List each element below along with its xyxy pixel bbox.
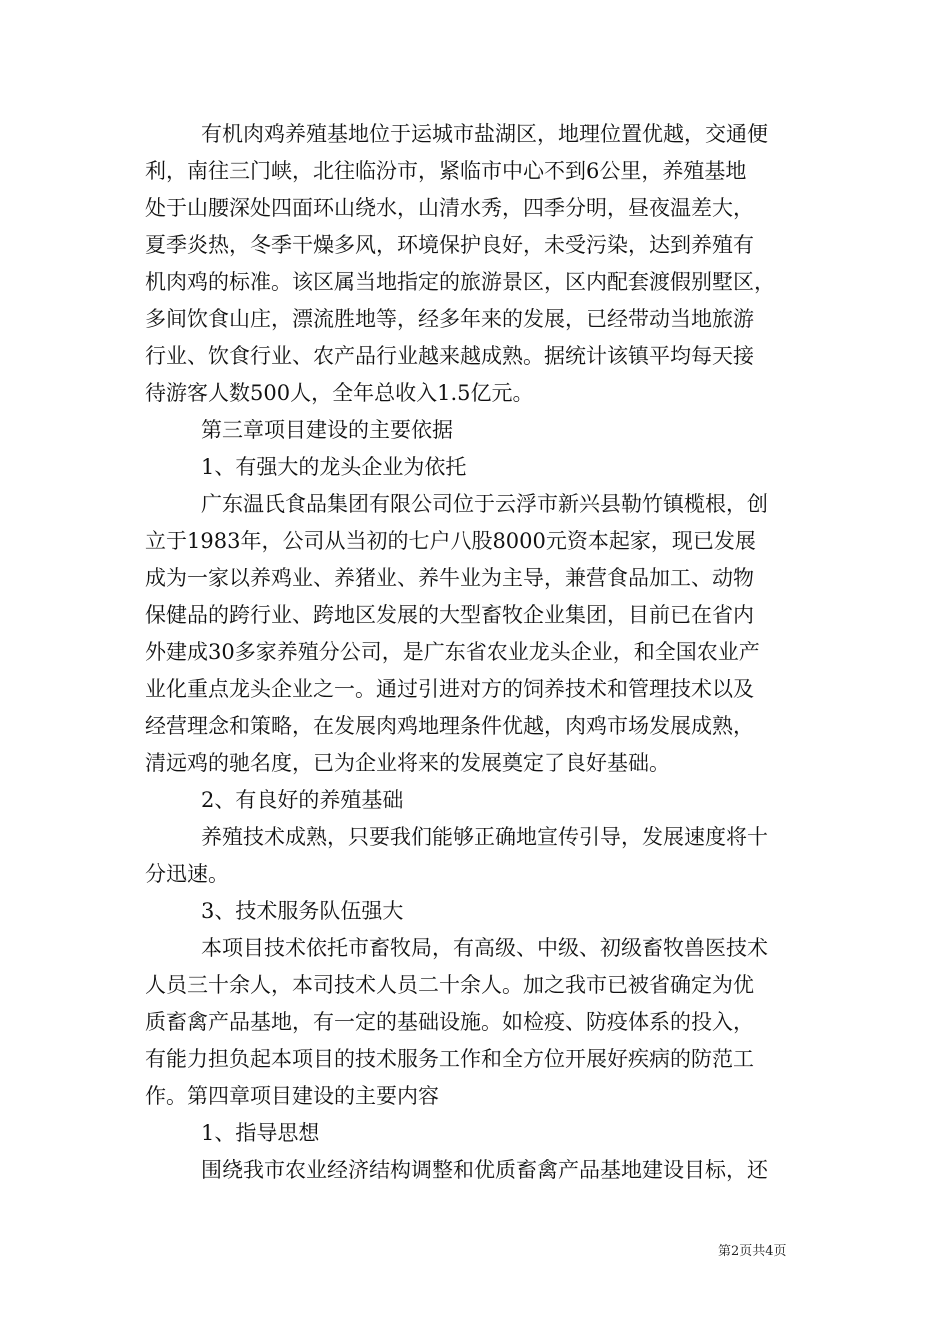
- paragraph-line: 业化重点龙头企业之一。通过引进对方的饲养技术和管理技术以及: [145, 677, 754, 701]
- chapter-heading: 第三章项目建设的主要依据: [201, 418, 453, 442]
- paragraph-line: 多间饮食山庄，漂流胜地等，经多年来的发展，已经带动当地旅游: [145, 307, 754, 331]
- paragraph-line: 夏季炎热，冬季干燥多风，环境保护良好，未受污染，达到养殖有: [145, 233, 754, 257]
- section-heading: 1、指导思想: [201, 1121, 320, 1145]
- paragraph-line: 围绕我市农业经济结构调整和优质畜禽产品基地建设目标，还: [201, 1158, 768, 1182]
- paragraph-line: 广东温氏食品集团有限公司位于云浮市新兴县勒竹镇榄根，创: [201, 492, 768, 516]
- paragraph-line: 机肉鸡的标准。该区属当地指定的旅游景区，区内配套渡假别墅区，: [145, 270, 775, 294]
- paragraph-line: 作。第四章项目建设的主要内容: [145, 1084, 439, 1108]
- paragraph-line: 人员三十余人，本司技术人员二十余人。加之我市已被省确定为优: [145, 973, 754, 997]
- paragraph-line: 经营理念和策略，在发展肉鸡地理条件优越，肉鸡市场发展成熟，: [145, 714, 754, 738]
- paragraph-line: 利，南往三门峡，北往临汾市，紧临市中心不到6公里，养殖基地: [145, 159, 747, 183]
- paragraph-line: 待游客人数500人，全年总收入1.5亿元。: [145, 381, 534, 405]
- section-heading: 1、有强大的龙头企业为依托: [201, 455, 467, 479]
- paragraph-line: 本项目技术依托市畜牧局，有高级、中级、初级畜牧兽医技术: [201, 936, 768, 960]
- paragraph-line: 成为一家以养鸡业、养猪业、养牛业为主导，兼营食品加工、动物: [145, 566, 754, 590]
- paragraph-line: 质畜禽产品基地，有一定的基础设施。如检疫、防疫体系的投入，: [145, 1010, 754, 1034]
- section-heading: 3、技术服务队伍强大: [201, 899, 404, 923]
- paragraph-line: 立于1983年，公司从当初的七户八股8000元资本起家，现已发展: [145, 529, 756, 553]
- paragraph-line: 分迅速。: [145, 862, 229, 886]
- paragraph-line: 养殖技术成熟，只要我们能够正确地宣传引导，发展速度将十: [201, 825, 768, 849]
- page-number-footer: 第2页共4页: [718, 1244, 787, 1259]
- paragraph-line: 有机肉鸡养殖基地位于运城市盐湖区，地理位置优越，交通便: [201, 122, 768, 146]
- paragraph-line: 有能力担负起本项目的技术服务工作和全方位开展好疾病的防范工: [145, 1047, 754, 1071]
- paragraph-line: 行业、饮食行业、农产品行业越来越成熟。据统计该镇平均每天接: [145, 344, 754, 368]
- paragraph-line: 保健品的跨行业、跨地区发展的大型畜牧企业集团，目前已在省内: [145, 603, 754, 627]
- section-heading: 2、有良好的养殖基础: [201, 788, 404, 812]
- paragraph-line: 处于山腰深处四面环山绕水，山清水秀，四季分明，昼夜温差大，: [145, 196, 754, 220]
- paragraph-line: 清远鸡的驰名度，已为企业将来的发展奠定了良好基础。: [145, 751, 670, 775]
- paragraph-line: 外建成30多家养殖分公司，是广东省农业龙头企业，和全国农业产: [145, 640, 760, 664]
